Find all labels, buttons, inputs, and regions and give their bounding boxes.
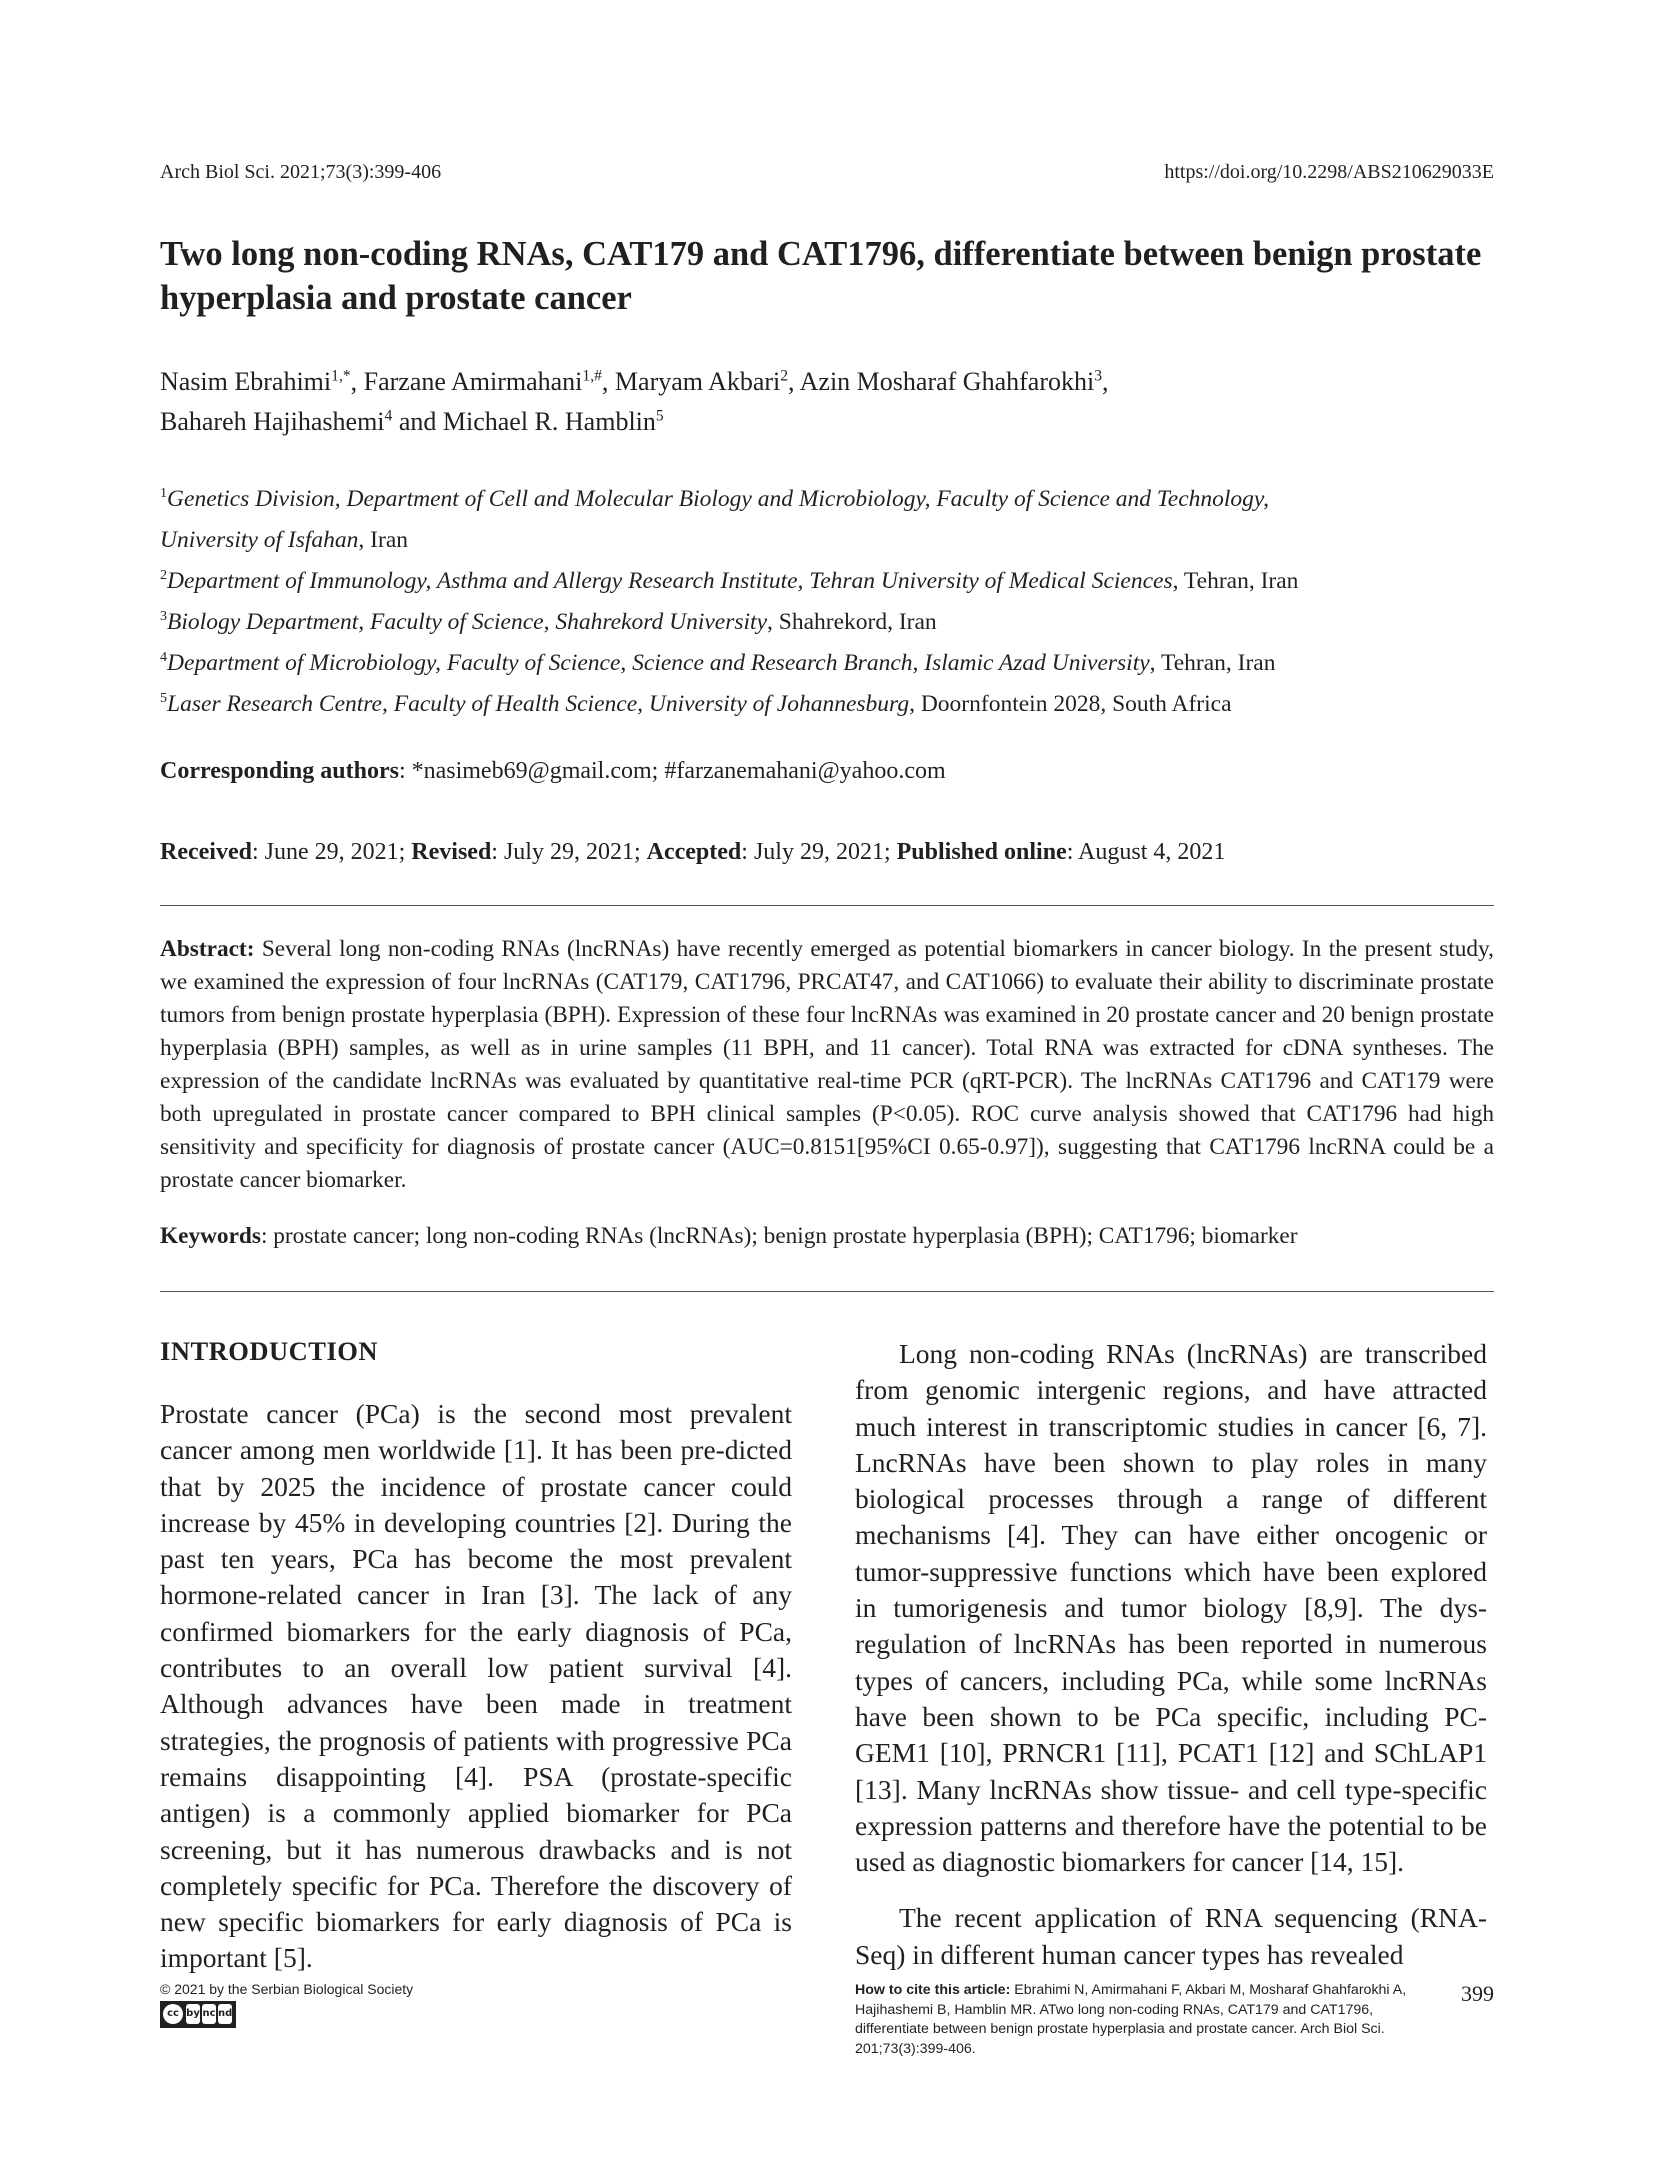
cite-text: Ebrahimi N, Amirmahani F, Akbari M, Mosharaf Ghahfarokhi A, Hajihashemi B, Hamblin MR. ATwo long non-coding RNAs, CAT179 and CAT1796, differentiate between benign prostate hyperplasia and prostate cancer. Arch Biol Sci. 201;73(3):399-406. bbox=[855, 1982, 1407, 2057]
accepted-label: Accepted bbox=[646, 839, 742, 865]
affiliation-location: , Shahrekord, Iran bbox=[767, 609, 937, 635]
body-column-left bbox=[160, 1396, 792, 1977]
author-affil-sup: 2 bbox=[780, 367, 789, 385]
corresponding-emails[interactable]: : *nasimeb69@gmail.com; #farzanemahani@yahoo.com bbox=[398, 758, 946, 784]
author-separator: , bbox=[1102, 367, 1109, 396]
affiliation-number: 1 bbox=[160, 485, 168, 502]
author-affil-sup: 3 bbox=[1094, 367, 1102, 385]
affiliation-number: 4 bbox=[160, 649, 168, 666]
affiliation-institution: Laser Research Centre, Faculty of Health Science, University of Johannesburg bbox=[167, 691, 910, 717]
article-title: Two long non-coding RNAs, CAT179 and CAT1796, differentiate between benign prostate hyperplasia and prostate cancer bbox=[160, 235, 1482, 317]
cc-nd-icon: nd bbox=[218, 2004, 232, 2024]
affiliation-3 bbox=[160, 602, 1500, 643]
creative-commons-license-icon[interactable] bbox=[160, 2001, 236, 2028]
cite-label: How to cite this article: bbox=[855, 1982, 1011, 1998]
affiliation-location: , Doornfontein 2028, South Africa bbox=[909, 691, 1232, 717]
section-heading: INTRODUCTION bbox=[160, 1336, 379, 1366]
affiliation-institution: Department of Immunology, Asthma and Allergy Research Institute, Tehran University of Medical Sciences bbox=[167, 568, 1173, 594]
cc-nc-icon: nc bbox=[202, 2004, 216, 2024]
affiliation-5 bbox=[160, 684, 1500, 725]
affiliation-list bbox=[160, 479, 1500, 725]
author-affil-sup: 5 bbox=[655, 407, 664, 425]
received-label: Received bbox=[160, 839, 252, 865]
corresponding-label: Corresponding authors bbox=[160, 758, 399, 784]
abstract-label: Abstract: bbox=[160, 936, 255, 962]
revised-label: Revised bbox=[411, 839, 492, 865]
affiliation-4 bbox=[160, 643, 1500, 684]
author-affil-sup: 4 bbox=[384, 407, 393, 425]
author-name: Nasim Ebrahimi bbox=[160, 367, 332, 396]
cc-icon: cc bbox=[163, 2004, 183, 2024]
author-name: Bahareh Hajihashemi bbox=[160, 407, 385, 436]
affiliation-location: , Tehran, Iran bbox=[1172, 568, 1299, 594]
received-date: : June 29, 2021; bbox=[251, 839, 412, 865]
author-affil-sup: 1,# bbox=[582, 367, 602, 385]
author-affil-sup: 1,* bbox=[331, 367, 351, 385]
affiliation-institution: University of Isfahan bbox=[160, 527, 359, 553]
affiliation-number: 5 bbox=[160, 690, 168, 707]
author-name: Azin Mosharaf Ghahfarokhi bbox=[799, 367, 1095, 396]
revised-date: : July 29, 2021; bbox=[491, 839, 647, 865]
author-list bbox=[160, 362, 1490, 442]
body-paragraph: Long non-coding RNAs (lncRNAs) are transcribed from genomic intergenic regions, and have attracted much interest in transcriptomic studies in cancer [6, 7]. LncRNAs have been shown to play roles in many biological processes through a range of different mechanisms [4]. They can have either oncogenic or tumor-suppressive functions which have been explored in tumorigenesis and tumor biology [8,9]. The dys-regulation of lncRNAs has been reported in numerous types of cancers, including PCa, while some lncRNAs have been shown to be PCa specific, including PC-GEM1 [10], PRNCR1 [11], PCAT1 [12] and SChLAP1 [13]. Many lncRNAs show tissue- and cell type-specific expression patterns and therefore have the potential to be used as diagnostic biomarkers for cancer [14, 15]. bbox=[855, 1338, 1487, 1878]
divider bbox=[160, 1291, 1494, 1292]
author-name: Michael R. Hamblin bbox=[442, 407, 656, 436]
article-dates bbox=[160, 839, 1225, 866]
author-separator: , bbox=[350, 367, 364, 396]
corresponding-authors bbox=[160, 758, 946, 785]
accepted-date: : July 29, 2021; bbox=[741, 839, 897, 865]
published-date: : August 4, 2021 bbox=[1066, 839, 1226, 865]
published-label: Published online bbox=[896, 839, 1067, 865]
author-name: Farzane Amirmahani bbox=[363, 367, 583, 396]
affiliation-number: 3 bbox=[160, 608, 168, 625]
affiliation-institution: Department of Microbiology, Faculty of Science, Science and Research Branch, Islamic Azad University bbox=[167, 650, 1150, 676]
divider bbox=[160, 905, 1494, 906]
author-name: Maryam Akbari bbox=[614, 367, 781, 396]
body-paragraph: The recent application of RNA sequencing (RNA-Seq) in different human cancer types has revealed bbox=[855, 1902, 1487, 1970]
copyright-notice: © 2021 by the Serbian Biological Society bbox=[160, 1981, 414, 1997]
keywords-label: Keywords bbox=[160, 1223, 261, 1249]
abstract-text: Several long non-coding RNAs (lncRNAs) have recently emerged as potential biomarkers in cancer biology. In the present study, we examined the expression of four lncRNAs (CAT179, CAT1796, PRCAT47, and CAT1066) to evaluate their ability to discriminate prostate tumors from benign prostate hyperplasia (BPH). Expression of these four lncRNAs was examined in 20 prostate cancer and 20 benign prostate hyperplasia (BPH) samples, as well as in urine samples (11 BPH, and 11 cancer). Total RNA was extracted for cDNA syntheses. The expression of the candidate lncRNAs was evaluated by quantitative real-time PCR (qRT-PCR). The lncRNAs CAT1796 and CAT179 were both upregulated in prostate cancer compared to BPH clinical samples (P<0.05). ROC curve analysis showed that CAT1796 had high sensitivity and specificity for diagnosis of prostate cancer (AUC=0.8151[95%CI 0.65-0.97]), suggesting that CAT1796 lncRNA could be a prostate cancer biomarker. bbox=[160, 936, 1494, 1193]
abstract bbox=[160, 933, 1494, 1197]
cc-by-icon: by bbox=[186, 2004, 200, 2024]
affiliation-institution: Genetics Division, Department of Cell and Molecular Biology and Microbiology, Faculty of Science and Technology, bbox=[167, 486, 1269, 512]
page-number: 399 bbox=[1461, 1981, 1494, 2006]
journal-citation: Arch Biol Sci. 2021;73(3):399-406 bbox=[160, 161, 442, 183]
how-to-cite bbox=[855, 1981, 1415, 2059]
affiliation-1 bbox=[160, 479, 1500, 561]
affiliation-number: 2 bbox=[160, 567, 168, 584]
author-separator: and bbox=[392, 407, 443, 436]
affiliation-location: , Tehran, Iran bbox=[1149, 650, 1276, 676]
affiliation-institution: Biology Department, Faculty of Science, Shahrekord University bbox=[167, 609, 767, 635]
doi-link[interactable]: https://doi.org/10.2298/ABS210629033E bbox=[1164, 161, 1494, 183]
affiliation-location: , Iran bbox=[358, 527, 409, 553]
author-separator: , bbox=[788, 367, 800, 396]
body-paragraph: Prostate cancer (PCa) is the second most prevalent cancer among men worldwide [1]. It has been pre-dicted that by 2025 the incidence of prostate cancer could increase by 45% in developing countries [2]. During the past ten years, PCa has become the most prevalent hormone-related cancer in Iran [3]. The lack of any confirmed biomarkers for the early diagnosis of PCa, contributes to an overall low patient survival [4]. Although advances have been made in treatment strategies, the prognosis of patients with progressive PCa remains disappointing [4]. PSA (prostate-specific antigen) is a commonly applied biomarker for PCa screening, but it has numerous drawbacks and is not completely specific for PCa. Therefore the discovery of new specific biomarkers for early diagnosis of PCa is important [5]. bbox=[160, 1398, 792, 1974]
keywords bbox=[160, 1223, 1494, 1250]
keywords-text: : prostate cancer; long non-coding RNAs (lncRNAs); benign prostate hyperplasia (BPH); CAT1796; biomarker bbox=[260, 1223, 1298, 1249]
author-separator: , bbox=[601, 367, 615, 396]
affiliation-2 bbox=[160, 561, 1500, 602]
body-column-right bbox=[855, 1336, 1487, 1973]
